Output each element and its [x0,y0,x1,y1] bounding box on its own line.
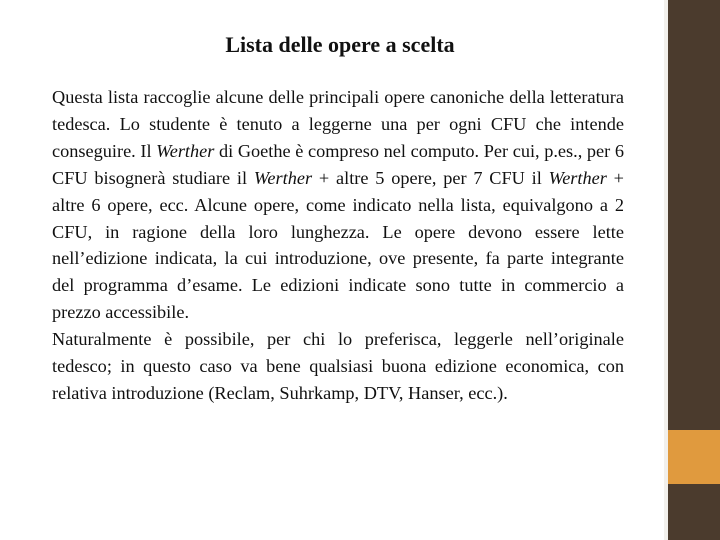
paragraph-intro-text-4: + altre 6 opere, ecc. Alcune opere, come indicato nella lista, equivalgono a 2 CFU, in ragione della loro lunghezza. Le opere devono essere lette nell’edizione indicata, la cui introduzione, ove presente, fa parte integrante del programma d’esame. Le edizioni indicate sono tutte in commercio a prezzo accessibile. [52,167,624,323]
slide-body [52,84,624,407]
work-title-werther: Werther [253,167,313,188]
decorative-accent-block [668,430,720,484]
slide-title: Lista delle opere a scelta [225,32,455,57]
paragraph-intro-text-3: + altre 5 opere, per 7 CFU il [312,167,549,188]
paragraph-intro-text-1: Questa lista raccoglie alcune delle principali opere canoniche della letteratura tedesca. Lo studente è tenuto a leggerne una per ogni CFU che intende conseguire. Il [52,87,624,161]
paragraph-intro-text-2: di Goethe è compreso nel computo. Per cui, p.es., per 6 CFU bisognerà studiare il [52,140,624,188]
work-title-werther: Werther [156,140,215,161]
paragraph-intro [52,84,624,326]
paragraph-original-language: Naturalmente è possibile, per chi lo preferisca, leggerle nell’originale tedesco; in questo caso va bene qualsiasi buona edizione economica, con relativa introduzione (Reclam, Suhrkamp, DTV, Hanser, ecc.). [52,329,624,403]
work-title-werther: Werther [548,167,607,188]
